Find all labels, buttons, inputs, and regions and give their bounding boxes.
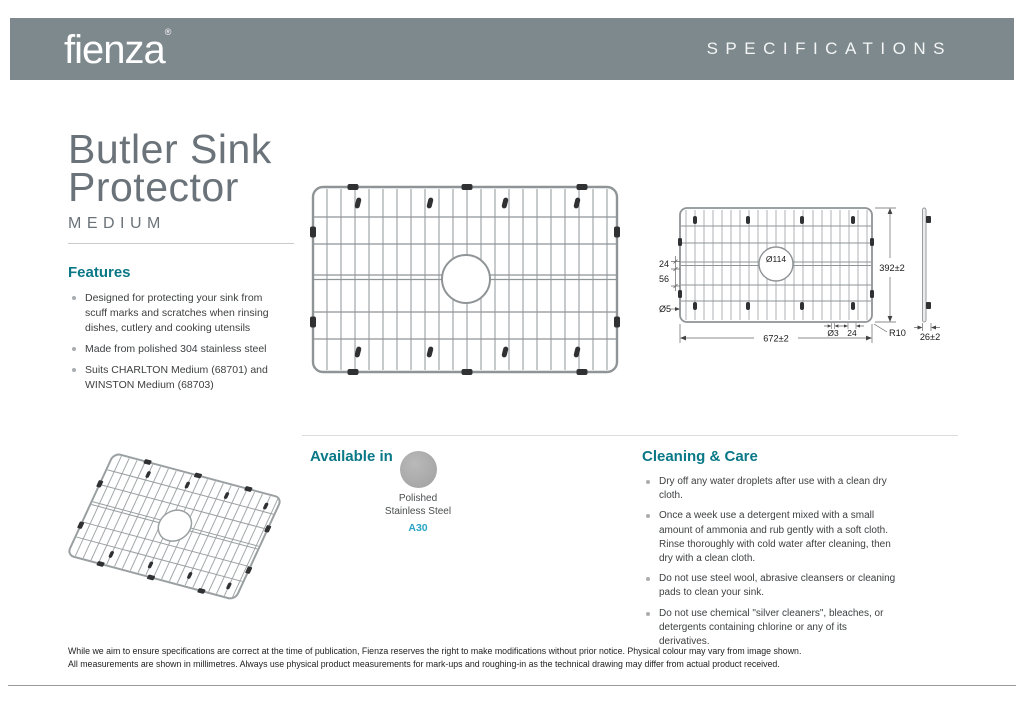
product-variant: MEDIUM (68, 215, 166, 232)
dim-radius-label: R10 (889, 328, 906, 338)
dim-foot-wire-label: Ø3 (827, 328, 839, 338)
finish-name-line1: Polished (398, 493, 438, 504)
cleaning-care-item: Once a week use a detergent mixed with a small amount of ammonia and rub gently with a soft cloth. Rinse thoroughly with cold water after cleaning, then dry with a clean cloth. (642, 509, 900, 566)
side-profile (914, 208, 940, 331)
bottom-divider (8, 685, 1016, 686)
available-in-heading: Available in (310, 448, 393, 465)
features-section (68, 264, 280, 398)
dim-gap-small-label: 24 (658, 259, 670, 269)
features-list (68, 291, 280, 392)
title-divider (68, 243, 294, 244)
cleaning-care-section (642, 448, 900, 655)
section-divider (302, 435, 958, 436)
registered-trademark: ® (164, 27, 172, 37)
finish-swatch (400, 451, 437, 488)
fienza-logo-text: fienza (64, 28, 165, 72)
finish-labels (360, 492, 476, 534)
fienza-logo (64, 28, 171, 70)
center-hole (759, 247, 793, 281)
header-bar (10, 18, 1014, 80)
finish-name-line2: Stainless Steel (384, 506, 452, 517)
features-heading: Features (68, 264, 131, 281)
dim-radius-leader (874, 324, 887, 332)
cleaning-care-item: Do not use steel wool, abrasive cleansers or cleaning pads to clean your sink. (642, 572, 900, 600)
dim-wire-diameter (670, 307, 680, 311)
dim-foot-width-label: 24 (847, 328, 857, 338)
finish-code: A30 (408, 522, 428, 534)
dim-hole-diameter: Ø114 (765, 254, 787, 264)
feature-item: Made from polished 304 stainless steel (68, 342, 280, 357)
product-title-line2: Protector (68, 164, 239, 210)
product-title-line1: Butler Sink (68, 126, 272, 172)
cleaning-care-item: Dry off any water droplets after use with a clean dry cloth. (642, 475, 900, 503)
feature-item: Designed for protecting your sink from scuff marks and scratches when rinsing dishes, cutlery and cooking utensils (68, 291, 280, 336)
footer-line2: All measurements are shown in millimetres. Always use physical product measurements for mark-ups and roughing-in as the technical drawing may differ from actual product received. (68, 659, 780, 670)
dim-depth-label: 392±2 (879, 263, 905, 273)
product-title (68, 126, 272, 233)
specifications-label: SPECIFICATIONS (706, 39, 952, 58)
technical-drawing (655, 190, 960, 358)
footer-disclaimer (68, 645, 968, 671)
cleaning-care-item: Do not use chemical "silver cleaners", bleaches, or detergents containing chlorine or any of its derivatives. (642, 607, 900, 650)
feature-item: Suits CHARLTON Medium (68701) and WINSTON Medium (68703) (68, 363, 280, 393)
dim-wire-spacing (671, 256, 680, 291)
cleaning-care-heading: Cleaning & Care (642, 448, 758, 465)
dim-gap-large-label: 56 (658, 274, 670, 284)
dim-profile-height-label: 26±2 (919, 332, 941, 342)
dim-wire-diameter-label: Ø5 (658, 304, 672, 314)
front-view-drawing (306, 171, 624, 376)
dim-width-label: 672±2 (763, 333, 789, 344)
isometric-view-drawing (52, 443, 307, 618)
cleaning-care-list (642, 475, 900, 649)
center-hole (442, 255, 490, 303)
footer-line1: While we aim to ensure specifications are correct at the time of publication, Fienza reserves the right to make modifications without prior notice. Physical colour may vary from image shown. (68, 646, 802, 656)
